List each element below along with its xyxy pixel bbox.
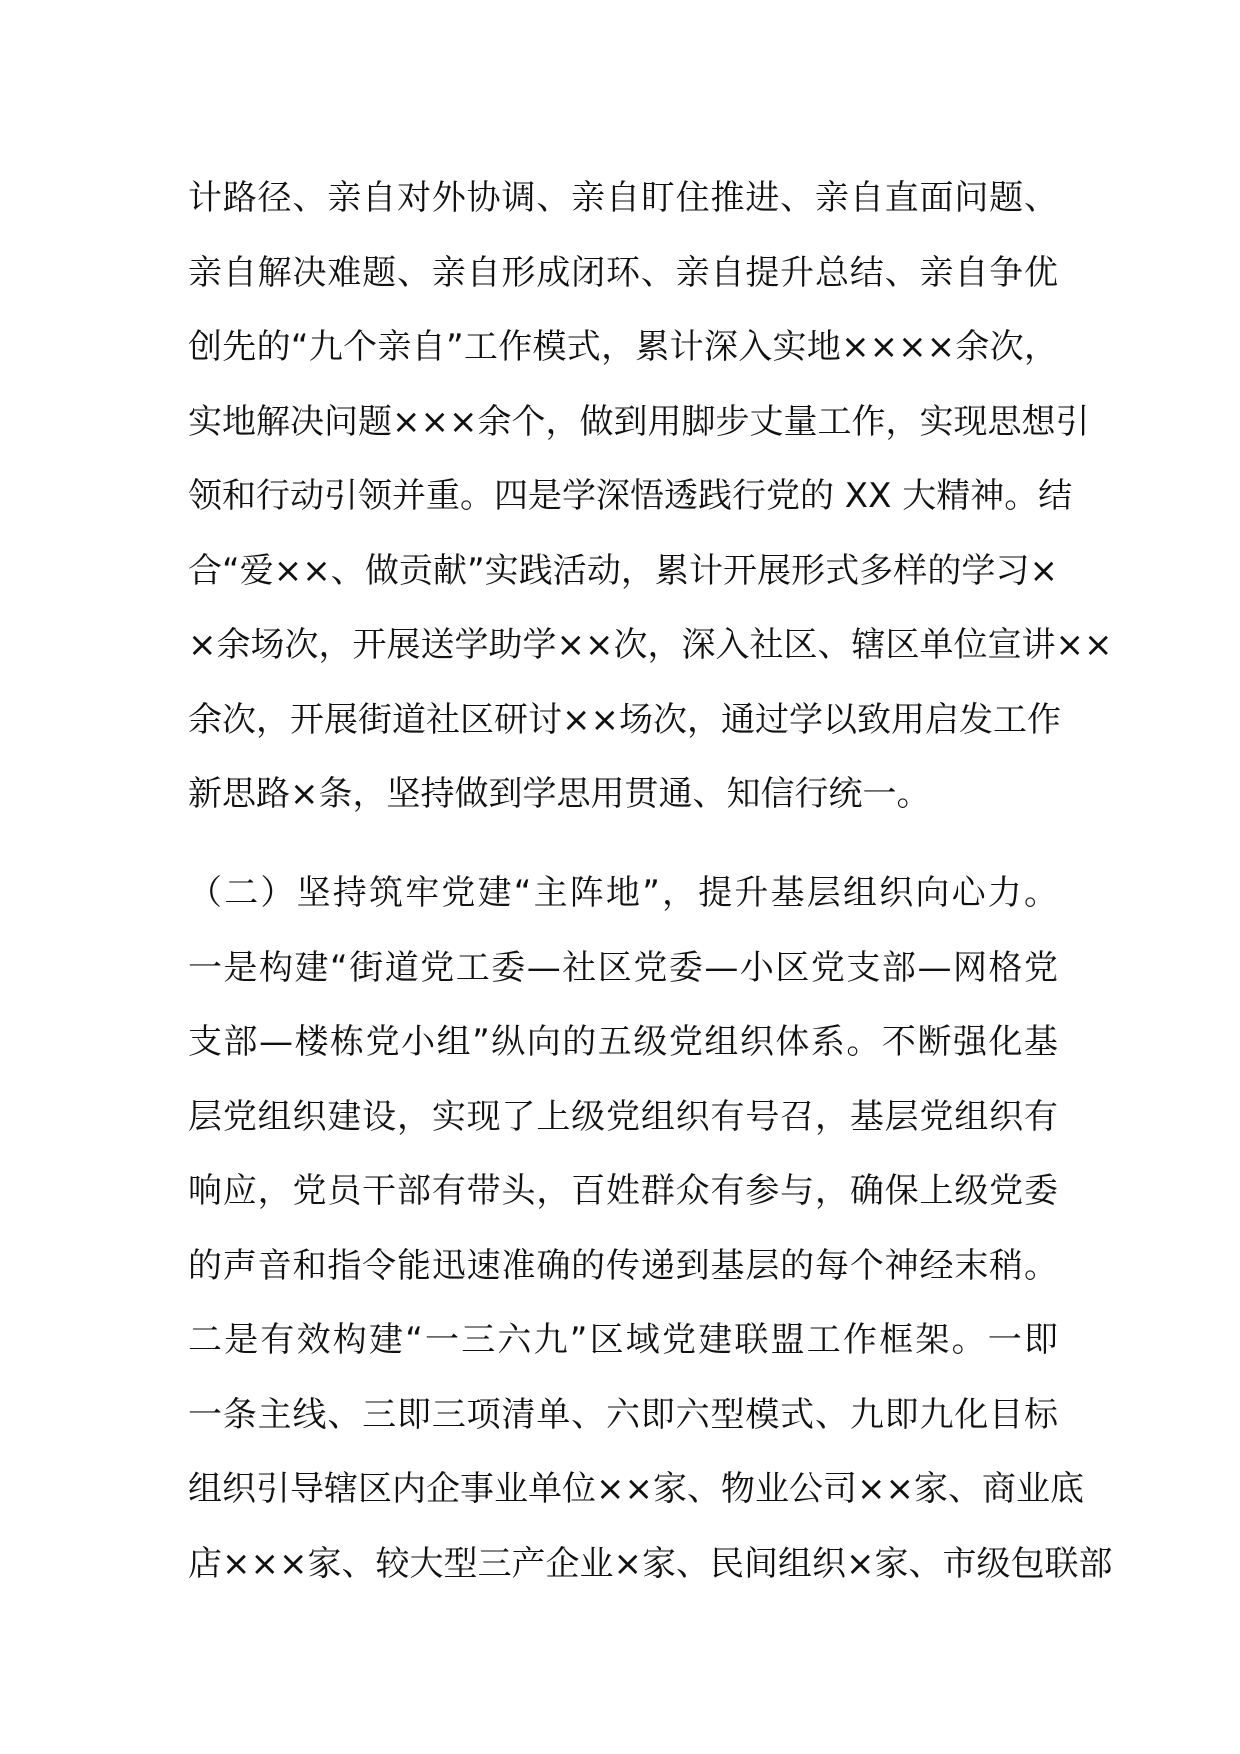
text-line: 一条主线、三即三项清单、六即六型模式、九即九化目标 bbox=[188, 1394, 1058, 1435]
paragraph-1 bbox=[188, 161, 1113, 832]
text-line: 层党组织建设，实现了上级党组织有号召，基层党组织有 bbox=[188, 1096, 1058, 1137]
text-line: 支部—楼栋党小组”纵向的五级党组织体系。不断强化基 bbox=[188, 1022, 1058, 1062]
text-line: 合“爱××、做贡献”实践活动，累计开展形式多样的学习× bbox=[188, 550, 1058, 591]
section-heading-line: （二）坚持筑牢党建“主阵地”，提升基层组织向心力。 bbox=[188, 873, 1058, 913]
paragraph-2 bbox=[188, 856, 1113, 1601]
text-line: 创先的“九个亲自”工作模式，累计深入实地××××余次， bbox=[188, 327, 1058, 367]
text-line: 实地解决问题×××余个，做到用脚步丈量工作，实现思想引 bbox=[188, 401, 1090, 442]
text-line-last: 新思路×条，坚持做到学思用贯通、知信行统一。 bbox=[188, 774, 931, 814]
text-line: 的声音和指令能迅速准确的传递到基层的每个神经末稍。 bbox=[188, 1245, 1058, 1286]
text-line: 二是有效构建“一三六九”区域党建联盟工作框架。一即 bbox=[188, 1320, 1058, 1360]
text-line: 余次，开展街道社区研讨××场次，通过学以致用启发工作 bbox=[188, 699, 1061, 740]
text-line: 店×××家、较大型三产企业×家、民间组织×家、市级包联部 bbox=[188, 1543, 1113, 1584]
text-line: 计路径、亲自对外协调、亲自盯住推进、亲自直面问题、 bbox=[188, 178, 1058, 218]
text-line: 响应，党员干部有带头，百姓群众有参与，确保上级党委 bbox=[188, 1171, 1058, 1211]
text-line: 领和行动引领并重。四是学深悟透践行党的 XX 大精神。结 bbox=[188, 476, 1073, 516]
text-line: ×余场次，开展送学助学××次，深入社区、辖区单位宣讲×× bbox=[188, 625, 1113, 665]
text-line: 组织引导辖区内企事业单位××家、物业公司××家、商业底 bbox=[188, 1469, 1084, 1509]
text-line: 一是构建“街道党工委—社区党委—小区党支部—网格党 bbox=[188, 947, 1058, 988]
text-line: 亲自解决难题、亲自形成闭环、亲自提升总结、亲自争优 bbox=[188, 252, 1058, 293]
